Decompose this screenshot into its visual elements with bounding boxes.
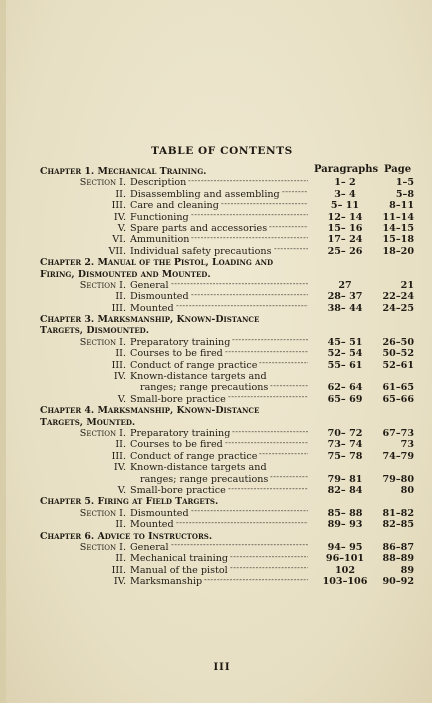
- toc-row: [40, 508, 412, 519]
- section-label: IV.: [113, 371, 126, 383]
- paragraph-range: 94– 95: [327, 541, 363, 553]
- section-label: II.: [115, 348, 126, 360]
- paragraph-range: 38– 44: [327, 302, 363, 314]
- paragraph-range: 73– 74: [327, 439, 363, 451]
- section-label: Section I.: [79, 279, 126, 291]
- section-title: ranges; range precautions: [140, 473, 269, 485]
- paragraph-range: 70– 72: [327, 427, 363, 439]
- section-title: Marksmanship: [130, 576, 203, 588]
- page-title: TABLE OF CONTENTS: [151, 145, 293, 157]
- leader-dots: [191, 212, 308, 223]
- section-title: ranges; range precautions: [140, 382, 269, 394]
- page-range: 73: [400, 439, 414, 451]
- page-range: 26–50: [382, 336, 414, 348]
- toc-row: [40, 485, 412, 496]
- page-range: 74–79: [382, 450, 414, 462]
- paragraph-range: 45– 51: [327, 336, 363, 348]
- chapter-heading: Chapter 3. Marksmanship, Known-Distance: [40, 314, 260, 326]
- paragraph-range: 52– 54: [327, 348, 363, 360]
- page-range: 15–18: [382, 234, 414, 246]
- paragraph-range: 1– 2: [334, 177, 356, 189]
- page-range: 61–65: [382, 382, 414, 394]
- toc-row: [40, 371, 412, 382]
- toc-row: [40, 553, 412, 564]
- toc-row: [40, 462, 412, 473]
- page-range: 52–61: [382, 359, 414, 371]
- section-label: II.: [115, 553, 126, 565]
- toc-row: [40, 280, 412, 291]
- leader-dots: [188, 177, 308, 188]
- leader-dots: [232, 337, 308, 348]
- leader-dots: [191, 291, 308, 302]
- paragraph-range: 89– 93: [327, 519, 363, 531]
- toc-row: [40, 291, 412, 302]
- section-title: General: [130, 279, 169, 291]
- page-range: 8–11: [389, 200, 414, 212]
- section-label: Section I.: [79, 427, 126, 439]
- section-title: General: [130, 541, 169, 553]
- paragraphs-header: Paragraphs: [314, 164, 379, 175]
- toc-row: [40, 360, 412, 371]
- toc-row: [40, 212, 412, 223]
- table-of-contents: [40, 166, 412, 587]
- page-range: 90–92: [382, 576, 414, 588]
- section-label: V.: [117, 393, 126, 405]
- section-title: Care and cleaning: [130, 200, 219, 212]
- page-range: 86–87: [382, 541, 414, 553]
- toc-row: [40, 200, 412, 211]
- section-label: Section I.: [79, 507, 126, 519]
- paragraph-range: 15– 16: [327, 222, 363, 234]
- toc-row: [40, 303, 412, 314]
- section-title: Ammunition: [130, 234, 190, 246]
- section-title: Individual safety precautions: [130, 245, 272, 257]
- section-title: Conduct of range practice: [130, 450, 258, 462]
- leader-dots: [274, 246, 308, 257]
- leader-dots: [230, 553, 308, 564]
- section-label: V.: [117, 222, 126, 234]
- toc-row: [40, 382, 412, 393]
- toc-row: [40, 348, 412, 359]
- chapter-heading: Chapter 6. Advice to Instructors.: [40, 530, 213, 542]
- page-range: 79–80: [382, 473, 414, 485]
- toc-row: [40, 576, 412, 587]
- leader-dots: [282, 189, 308, 200]
- paragraph-range: 85– 88: [327, 507, 363, 519]
- section-title: Known-distance targets and: [130, 462, 267, 474]
- leader-dots: [259, 360, 308, 371]
- page-range: 1–5: [395, 177, 414, 189]
- toc-row: [40, 223, 412, 234]
- paragraph-range: 27: [338, 279, 352, 291]
- paragraph-range: 55– 61: [327, 359, 363, 371]
- leader-dots: [228, 394, 308, 405]
- section-title: Preparatory training: [130, 427, 231, 439]
- toc-row: [40, 542, 412, 553]
- section-label: III.: [111, 450, 126, 462]
- section-label: VI.: [112, 234, 126, 246]
- paragraph-range: 62– 64: [327, 382, 363, 394]
- chapter-heading: Chapter 5. Firing at Field Targets.: [40, 496, 219, 508]
- section-title: Functioning: [130, 211, 189, 223]
- paragraph-range: 96–101: [325, 553, 365, 565]
- paragraph-range: 25– 26: [327, 245, 363, 257]
- section-label: IV.: [113, 211, 126, 223]
- page-range: 24–25: [382, 302, 414, 314]
- leader-dots: [270, 474, 308, 485]
- page-range: 22–24: [382, 291, 414, 303]
- toc-row: [40, 246, 412, 257]
- page-range: 82–85: [382, 519, 414, 531]
- section-label: II.: [115, 291, 126, 303]
- paragraph-range: 79– 81: [327, 473, 363, 485]
- section-title: Mounted: [130, 519, 174, 531]
- toc-row: [40, 451, 412, 462]
- section-title: Small-bore practice: [130, 484, 226, 496]
- section-title: Conduct of range practice: [130, 359, 258, 371]
- section-label: Section I.: [79, 336, 126, 348]
- toc-row: [40, 189, 412, 200]
- section-label: II.: [115, 519, 126, 531]
- leader-dots: [191, 234, 308, 245]
- paragraph-range: 28– 37: [327, 291, 363, 303]
- paragraph-range: 12– 14: [327, 211, 363, 223]
- toc-row: [40, 439, 412, 450]
- section-label: III.: [111, 359, 126, 371]
- chapter-heading-cont: Targets, Mounted.: [40, 416, 136, 428]
- section-title: Dismounted: [130, 507, 189, 519]
- page-range: 65–66: [382, 393, 414, 405]
- chapter-heading: Chapter 4. Marksmanship, Known-Distance: [40, 405, 260, 417]
- toc-row: [40, 337, 412, 348]
- paragraph-range: 17– 24: [327, 234, 363, 246]
- page-range: 88–89: [382, 553, 414, 565]
- paragraph-range: 102: [334, 564, 356, 576]
- leader-dots: [171, 542, 308, 553]
- toc-row: [40, 565, 412, 576]
- page-range: 21: [400, 279, 414, 291]
- section-label: III.: [111, 200, 126, 212]
- toc-row: [40, 474, 412, 485]
- section-label: III.: [111, 564, 126, 576]
- leader-dots: [225, 439, 308, 450]
- page-range: 50–52: [382, 348, 414, 360]
- toc-row: [40, 428, 412, 439]
- section-title: Disassembling and assembling: [130, 188, 280, 200]
- leader-dots: [270, 382, 308, 393]
- paragraph-range: 82– 84: [327, 484, 363, 496]
- section-label: II.: [115, 188, 126, 200]
- section-title: Description: [130, 177, 187, 189]
- leader-dots: [191, 508, 308, 519]
- leader-dots: [221, 200, 308, 211]
- section-title: Small-bore practice: [130, 393, 226, 405]
- chapter-heading-cont: Targets, Dismounted.: [40, 325, 150, 337]
- section-title: Dismounted: [130, 291, 189, 303]
- leader-dots: [176, 303, 308, 314]
- paragraph-range: 65– 69: [327, 393, 363, 405]
- section-title: Known-distance targets and: [130, 371, 267, 383]
- leader-dots: [228, 485, 308, 496]
- chapter-heading-cont: Firing, Dismounted and Mounted.: [40, 268, 211, 280]
- section-title: Spare parts and accessories: [130, 222, 268, 234]
- section-title: Preparatory training: [130, 336, 231, 348]
- section-title: Mechanical training: [130, 553, 229, 565]
- leader-dots: [230, 565, 308, 576]
- page-range: 5–8: [395, 188, 414, 200]
- toc-row: [40, 394, 412, 405]
- leader-dots: [269, 223, 308, 234]
- section-label: VII.: [108, 245, 126, 257]
- toc-row: [40, 234, 412, 245]
- paragraph-range: 5– 11: [330, 200, 360, 212]
- toc-row: [40, 177, 412, 188]
- page-range: 11–14: [382, 211, 414, 223]
- leader-dots: [259, 451, 308, 462]
- paragraph-range: 3– 4: [334, 188, 356, 200]
- section-label: II.: [115, 439, 126, 451]
- section-title: Manual of the pistol: [130, 564, 228, 576]
- page-range: 67–73: [382, 427, 414, 439]
- section-title: Courses to be fired: [130, 439, 223, 451]
- section-label: Section I.: [79, 541, 126, 553]
- section-label: III.: [111, 302, 126, 314]
- page-range: 80: [400, 484, 414, 496]
- section-label: V.: [117, 484, 126, 496]
- section-title: Courses to be fired: [130, 348, 223, 360]
- page-range: 81–82: [382, 507, 414, 519]
- paragraph-range: 103–106: [322, 576, 368, 588]
- chapter-heading: Chapter 1. Mechanical Training.: [40, 166, 207, 177]
- section-label: IV.: [113, 576, 126, 588]
- leader-dots: [232, 428, 308, 439]
- paragraph-range: 75– 78: [327, 450, 363, 462]
- section-title: Mounted: [130, 302, 174, 314]
- page-range: 14–15: [382, 222, 414, 234]
- chapter-heading: Chapter 2. Manual of the Pistol, Loading and: [40, 257, 274, 269]
- page-number: III: [213, 662, 231, 673]
- section-label: Section I.: [79, 177, 126, 189]
- page-range: 18–20: [382, 245, 414, 257]
- section-label: IV.: [113, 462, 126, 474]
- leader-dots: [204, 576, 308, 587]
- toc-row: [40, 519, 412, 530]
- leader-dots: [225, 348, 308, 359]
- page-range: 89: [400, 564, 414, 576]
- leader-dots: [176, 519, 308, 530]
- page-header: Page: [384, 164, 412, 175]
- leader-dots: [171, 280, 308, 291]
